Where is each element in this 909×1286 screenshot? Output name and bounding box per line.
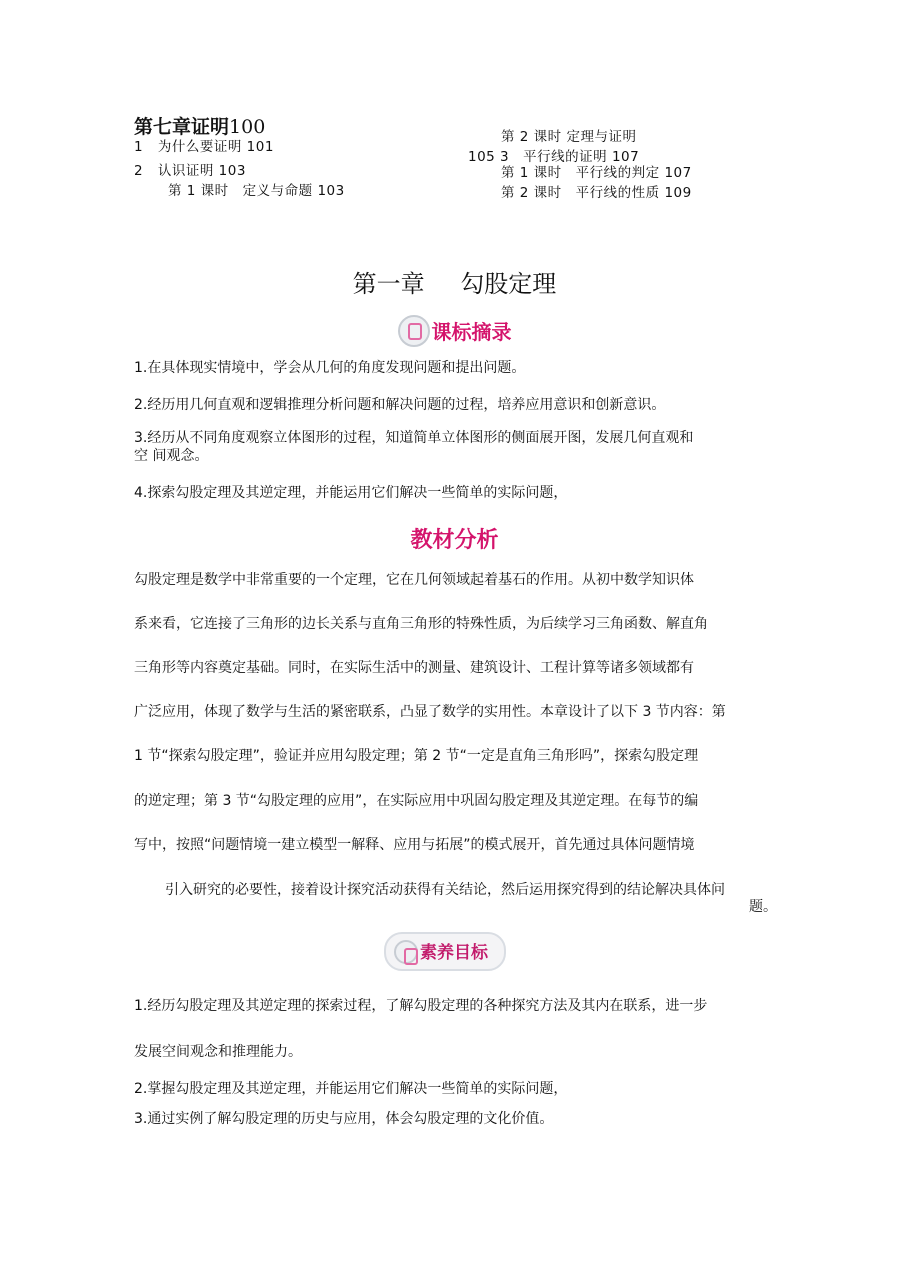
toc-item: 第 2 课时 平行线的性质 109: [501, 185, 692, 201]
list-item: 2.经历用几何直观和逻辑推理分析问题和解决问题的过程，培养应用意识和创新意识。: [134, 397, 666, 413]
list-item: 1.经历勾股定理及其逆定理的探索过程，了解勾股定理的各种探究方法及其内在联系，进一步: [134, 998, 708, 1014]
toc-item: 105 3 平行线的证明 107: [468, 149, 640, 165]
book-icon: [398, 315, 430, 347]
toc-item: 第 1 课时 定义与命题 103: [168, 183, 345, 199]
toc-item-num: 1: [134, 139, 144, 155]
toc-item-num: 2: [134, 163, 144, 179]
paragraph-line: 广泛应用，体现了数学与生活的紧密联系，凸显了数学的实用性。本章设计了以下 3 节内容：第: [134, 704, 726, 720]
toc-item: 第 2 课时 定理与证明: [501, 129, 637, 145]
toc-item-text: 为什么要证明 101: [157, 139, 274, 155]
list-item: 4.探索勾股定理及其逆定理，并能运用它们解决一些简单的实际问题，: [134, 485, 568, 501]
toc-item-text: 认识证明 103: [157, 163, 246, 179]
paragraph-line: 写中，按照“问题情境一建立模型一解释、应用与拓展”的模式展开，首先通过具体问题情境: [134, 837, 695, 853]
paragraph-line: 题。: [749, 899, 777, 915]
list-item: 3.通过实例了解勾股定理的历史与应用，体会勾股定理的文化价值。: [134, 1111, 554, 1127]
paragraph-line: 三角形等内容奠定基础。同时，在实际生活中的测量、建筑设计、工程计算等诸多领域都有: [134, 660, 694, 676]
book-icon: [394, 940, 418, 964]
section-header-analysis: 教材分析: [410, 528, 499, 553]
toc-chapter-name: 第七章证明: [134, 116, 230, 138]
paragraph-line: 勾股定理是数学中非常重要的一个定理，它在几何领域起着基石的作用。从初中数学知识体: [134, 572, 694, 588]
section-header-goals: [384, 932, 506, 971]
toc-item: [134, 135, 274, 155]
section-title: 素养目标: [420, 943, 488, 963]
list-item: 发展空间观念和推理能力。: [134, 1044, 302, 1060]
chapter-heading: 第一章 勾股定理: [352, 270, 557, 298]
toc-item: 第 1 课时 平行线的判定 107: [501, 165, 692, 181]
toc-chapter-page: 100: [229, 116, 266, 138]
paragraph-line: 1 节“探索勾股定理”，验证并应用勾股定理；第 2 节“一定是直角三角形吗”，探索勾股定理: [134, 748, 699, 764]
paragraph-line: 的逆定理；第 3 节“勾股定理的应用”，在实际应用中巩固勾股定理及其逆定理。在每节的编: [134, 793, 699, 809]
paragraph-line: 引入研究的必要性，接着设计探究活动获得有关结论，然后运用探究得到的结论解决具体问: [165, 882, 725, 898]
toc-item: [134, 159, 246, 179]
section-header-standards: [0, 316, 909, 350]
goals-badge: [384, 932, 506, 971]
list-item: 1.在具体现实情境中，学会从几何的角度发现问题和提出问题。: [134, 360, 526, 376]
list-item: 3.经历从不同角度观察立体图形的过程，知道简单立体图形的侧面展开图，发展几何直观和: [134, 430, 694, 446]
list-item: 空 间观念。: [134, 448, 209, 464]
list-item: 2.掌握勾股定理及其逆定理，并能运用它们解决一些简单的实际问题，: [134, 1081, 568, 1097]
section-title: 课标摘录: [431, 320, 512, 344]
paragraph-line: 系来看，它连接了三角形的边长关系与直角三角形的特殊性质，为后续学习三角函数、解直角: [134, 616, 708, 632]
